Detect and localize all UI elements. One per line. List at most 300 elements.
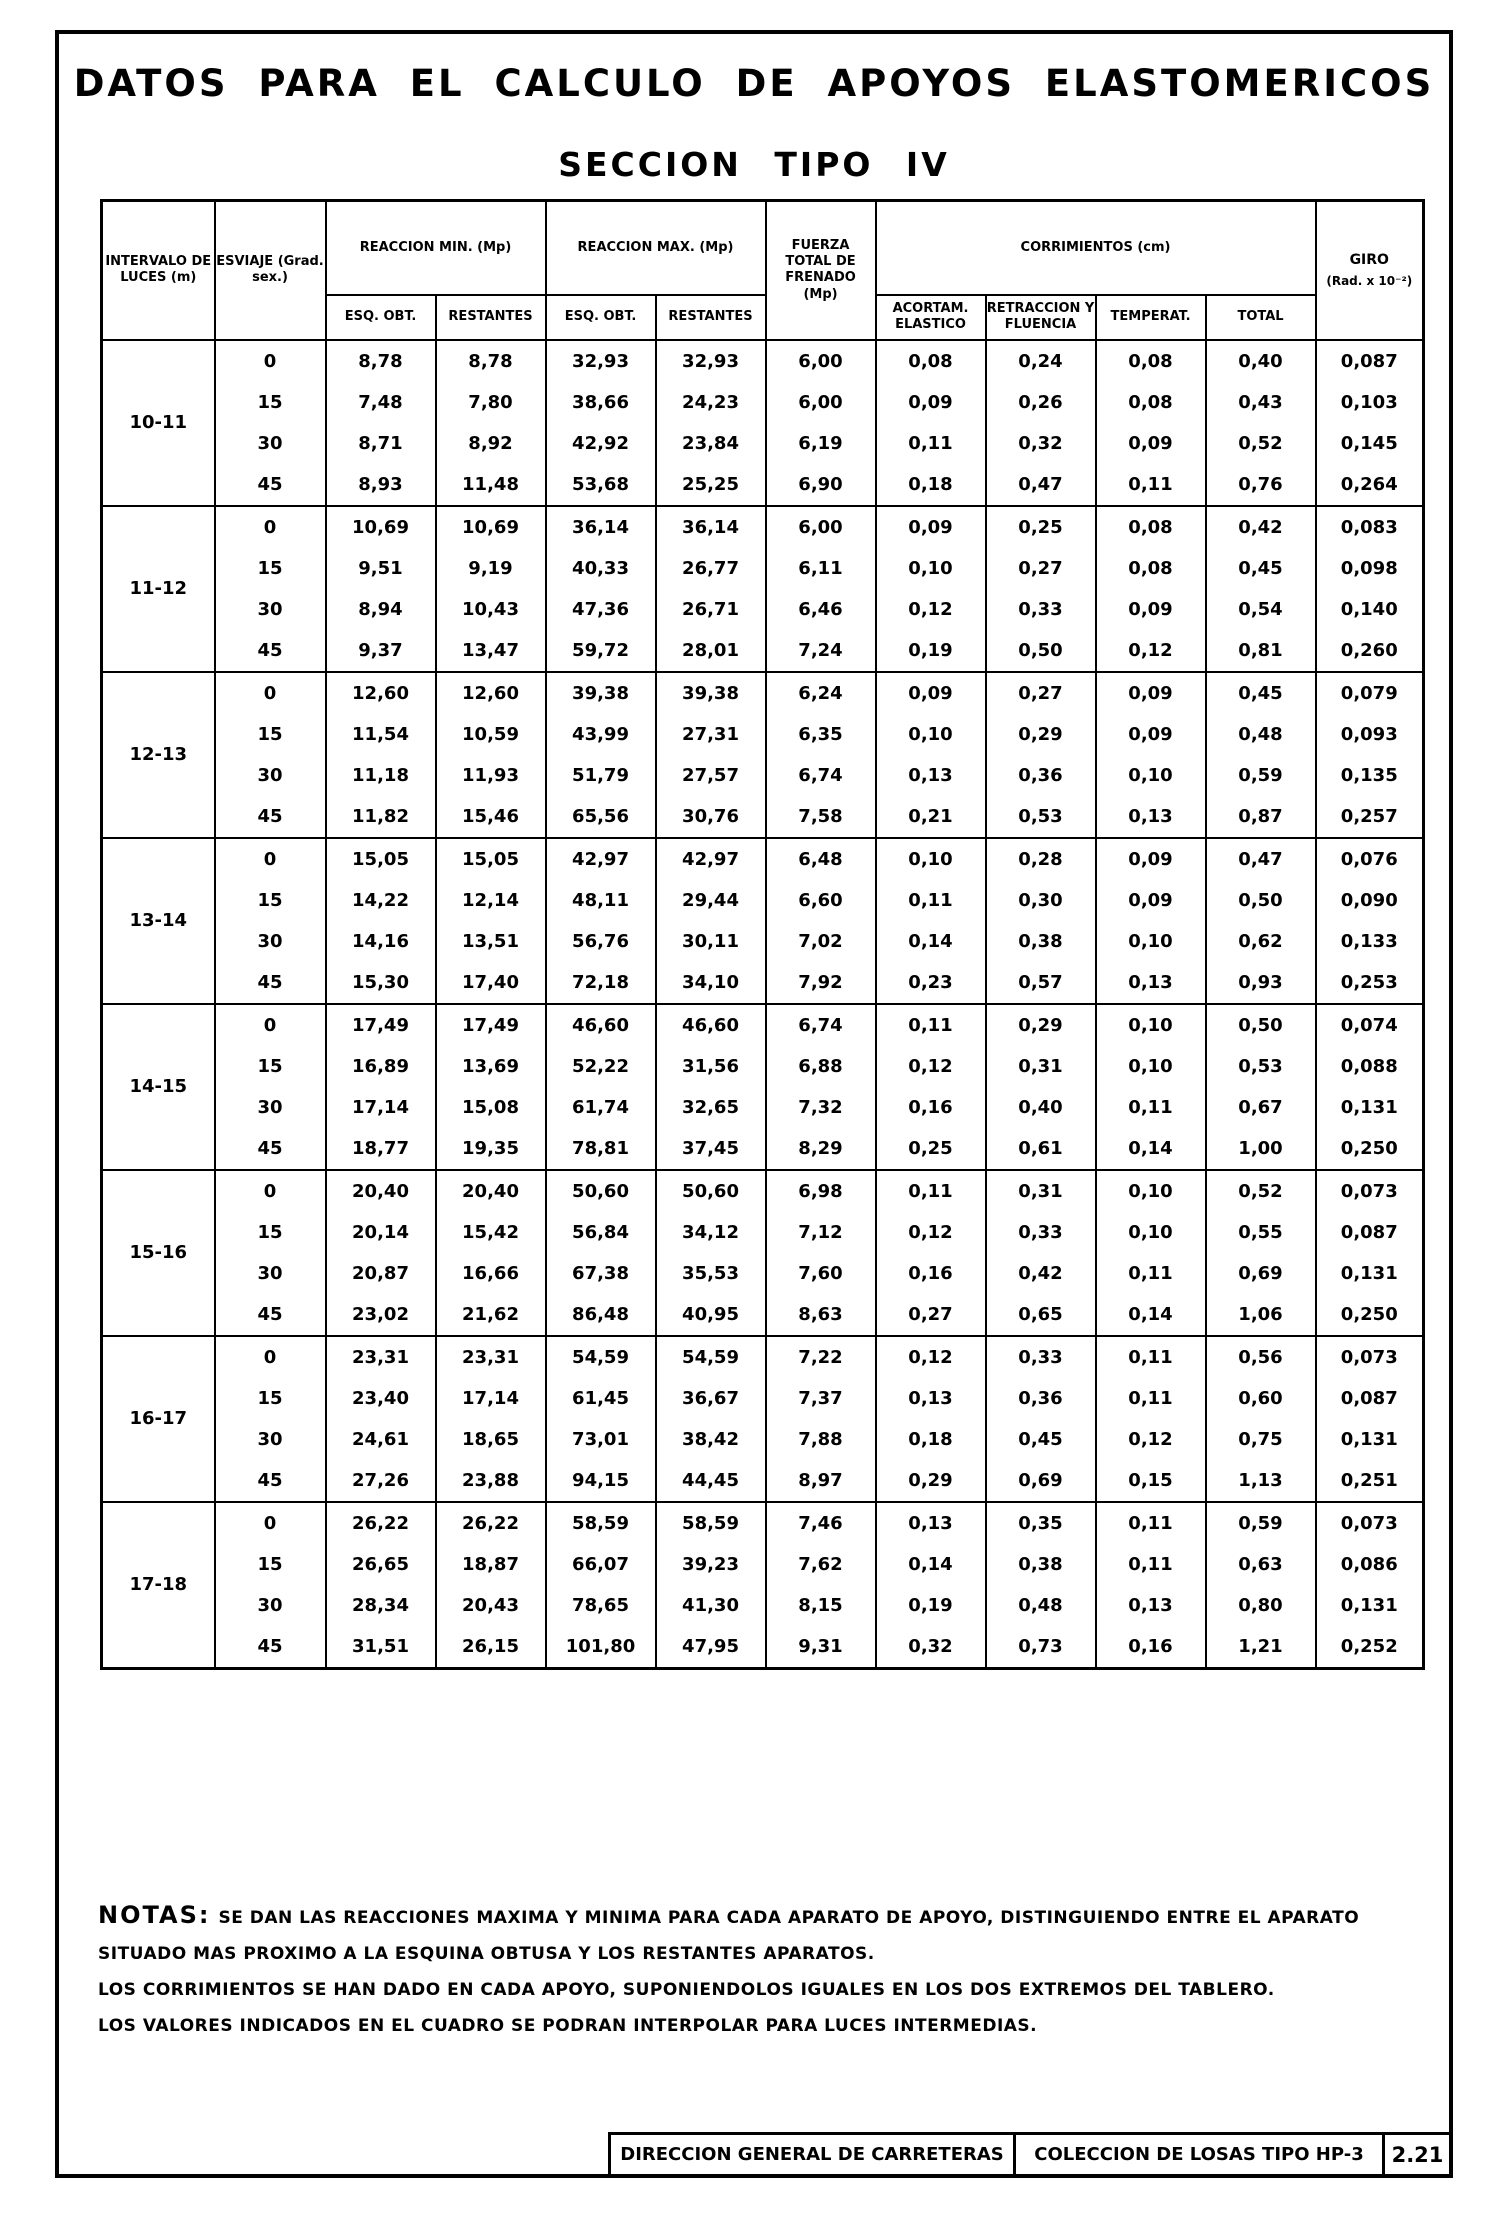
min-rest-cell — [436, 506, 546, 672]
value: 0,12 — [908, 1055, 953, 1077]
max-esq-cell — [546, 1336, 656, 1502]
value: 0,55 — [1238, 1221, 1283, 1243]
value: 0,62 — [1238, 930, 1283, 952]
max-rest-cell — [656, 1004, 766, 1170]
value: 9,19 — [468, 557, 513, 579]
value: 51,79 — [572, 764, 629, 786]
group-row — [102, 838, 1424, 1004]
header-reaccion-max: REACCION MAX. (Mp) — [546, 201, 766, 295]
value: 15,46 — [462, 805, 519, 827]
value: 23,40 — [352, 1387, 409, 1409]
value: 45 — [257, 1137, 283, 1159]
min-esq-cell — [326, 838, 436, 1004]
value: 61,74 — [572, 1096, 629, 1118]
value: 17,14 — [352, 1096, 409, 1118]
value: 0,14 — [908, 1553, 953, 1575]
esviaje-cell — [215, 1170, 326, 1336]
value: 0,69 — [1238, 1262, 1283, 1284]
max-esq-cell — [546, 672, 656, 838]
value: 0,086 — [1340, 1553, 1398, 1575]
min-esq-cell — [326, 1004, 436, 1170]
value: 0,25 — [1018, 516, 1063, 538]
total-cell — [1206, 1004, 1316, 1170]
value: 0,40 — [1018, 1096, 1063, 1118]
header-acortam: ACORTAM. ELASTICO — [876, 295, 986, 340]
fuerza-cell — [766, 1170, 876, 1336]
value: 0,10 — [908, 557, 953, 579]
total-cell — [1206, 506, 1316, 672]
value: 0,073 — [1340, 1180, 1398, 1202]
value: 0,12 — [908, 1221, 953, 1243]
value: 0,29 — [1018, 1014, 1063, 1036]
value: 0,47 — [1018, 473, 1063, 495]
page-title: DATOS PARA EL CALCULO DE APOYOS ELASTOMERICOS — [73, 62, 1435, 105]
giro-cell — [1316, 340, 1424, 506]
value: 0,43 — [1238, 391, 1283, 413]
value: 0,09 — [1128, 598, 1173, 620]
value: 0,087 — [1340, 350, 1398, 372]
value: 24,23 — [682, 391, 739, 413]
value: 0,19 — [908, 639, 953, 661]
value: 0,36 — [1018, 1387, 1063, 1409]
value: 0,12 — [1128, 639, 1173, 661]
value: 6,00 — [798, 350, 843, 372]
group-row — [102, 506, 1424, 672]
value: 14,16 — [352, 930, 409, 952]
value: 0,260 — [1340, 639, 1398, 661]
value: 0,09 — [908, 391, 953, 413]
value: 0,10 — [1128, 1221, 1173, 1243]
esviaje-cell — [215, 672, 326, 838]
value: 0,40 — [1238, 350, 1283, 372]
value: 15 — [257, 1221, 283, 1243]
value: 0,08 — [1128, 350, 1173, 372]
value: 73,01 — [572, 1428, 629, 1450]
value: 17,14 — [462, 1387, 519, 1409]
value: 0,16 — [1128, 1635, 1173, 1657]
giro-cell — [1316, 506, 1424, 672]
value: 7,80 — [468, 391, 513, 413]
acort-cell — [876, 1004, 986, 1170]
value: 18,87 — [462, 1553, 519, 1575]
min-esq-cell — [326, 340, 436, 506]
value: 0,09 — [908, 682, 953, 704]
value: 23,31 — [352, 1346, 409, 1368]
value: 0,076 — [1340, 848, 1398, 870]
value: 12,14 — [462, 889, 519, 911]
notes-line-3: LOS VALORES INDICADOS EN EL CUADRO SE PODRAN INTERPOLAR PARA LUCES INTERMEDIAS. — [98, 2016, 1038, 2036]
temp-cell — [1096, 1502, 1206, 1669]
value: 0,31 — [1018, 1055, 1063, 1077]
value: 0,103 — [1340, 391, 1398, 413]
min-esq-cell — [326, 1502, 436, 1669]
header-min-restantes: RESTANTES — [436, 295, 546, 340]
value: 30 — [257, 1262, 283, 1284]
value: 31,56 — [682, 1055, 739, 1077]
giro-unit: (Rad. x 10⁻²) — [1326, 273, 1413, 288]
value: 7,48 — [358, 391, 403, 413]
value: 0,11 — [908, 432, 953, 454]
value: 11,48 — [462, 473, 519, 495]
retr-cell — [986, 1004, 1096, 1170]
max-esq-cell — [546, 1502, 656, 1669]
value: 36,14 — [572, 516, 629, 538]
retr-cell — [986, 1170, 1096, 1336]
value: 0,10 — [1128, 1180, 1173, 1202]
value: 0,11 — [908, 889, 953, 911]
value: 8,92 — [468, 432, 513, 454]
temp-cell — [1096, 340, 1206, 506]
value: 0,11 — [1128, 1553, 1173, 1575]
value: 41,30 — [682, 1594, 739, 1616]
value: 61,45 — [572, 1387, 629, 1409]
value: 9,51 — [358, 557, 403, 579]
value: 21,62 — [462, 1303, 519, 1325]
value: 27,26 — [352, 1469, 409, 1491]
value: 0 — [263, 516, 277, 538]
fuerza-cell — [766, 672, 876, 838]
fuerza-cell — [766, 838, 876, 1004]
esviaje-cell — [215, 340, 326, 506]
value: 0,33 — [1018, 598, 1063, 620]
value: 15 — [257, 889, 283, 911]
value: 59,72 — [572, 639, 629, 661]
value: 6,19 — [798, 432, 843, 454]
value: 0,38 — [1018, 930, 1063, 952]
value: 0,18 — [908, 1428, 953, 1450]
value: 0,10 — [1128, 1055, 1173, 1077]
value: 0,131 — [1340, 1594, 1398, 1616]
value: 11,82 — [352, 805, 409, 827]
retr-cell — [986, 672, 1096, 838]
value: 6,00 — [798, 516, 843, 538]
total-cell — [1206, 340, 1316, 506]
value: 0,252 — [1340, 1635, 1398, 1657]
value: 65,56 — [572, 805, 629, 827]
fuerza-cell — [766, 1004, 876, 1170]
value: 15 — [257, 557, 283, 579]
total-cell — [1206, 1170, 1316, 1336]
value: 0,63 — [1238, 1553, 1283, 1575]
giro-cell — [1316, 1502, 1424, 1669]
value: 0,11 — [908, 1180, 953, 1202]
value: 0,50 — [1238, 1014, 1283, 1036]
value: 30 — [257, 930, 283, 952]
value: 0,09 — [1128, 432, 1173, 454]
value: 26,77 — [682, 557, 739, 579]
value: 39,38 — [572, 682, 629, 704]
value: 45 — [257, 971, 283, 993]
value: 46,60 — [572, 1014, 629, 1036]
value: 47,95 — [682, 1635, 739, 1657]
value: 0 — [263, 848, 277, 870]
value: 0,250 — [1340, 1303, 1398, 1325]
temp-cell — [1096, 672, 1206, 838]
value: 0 — [263, 1346, 277, 1368]
max-rest-cell — [656, 340, 766, 506]
value: 6,90 — [798, 473, 843, 495]
value: 0 — [263, 1180, 277, 1202]
value: 0,80 — [1238, 1594, 1283, 1616]
value: 0,13 — [908, 764, 953, 786]
value: 45 — [257, 1303, 283, 1325]
value: 0,12 — [908, 598, 953, 620]
value: 44,45 — [682, 1469, 739, 1491]
value: 45 — [257, 639, 283, 661]
max-esq-cell — [546, 506, 656, 672]
value: 0,12 — [908, 1346, 953, 1368]
value: 0,257 — [1340, 805, 1398, 827]
value: 36,14 — [682, 516, 739, 538]
value: 7,62 — [798, 1553, 843, 1575]
value: 10,69 — [352, 516, 409, 538]
value: 0,30 — [1018, 889, 1063, 911]
value: 0,073 — [1340, 1346, 1398, 1368]
value: 54,59 — [682, 1346, 739, 1368]
value: 0,53 — [1018, 805, 1063, 827]
footer-organization: DIRECCION GENERAL DE CARRETERAS — [608, 2132, 1016, 2178]
notes-line-1 — [98, 1897, 1428, 1972]
header-temperat: TEMPERAT. — [1096, 295, 1206, 340]
min-rest-cell — [436, 1502, 546, 1669]
group-row — [102, 1170, 1424, 1336]
temp-cell — [1096, 1336, 1206, 1502]
value: 20,40 — [352, 1180, 409, 1202]
value: 0,090 — [1340, 889, 1398, 911]
value: 23,88 — [462, 1469, 519, 1491]
value: 15 — [257, 1387, 283, 1409]
value: 8,78 — [358, 350, 403, 372]
value: 42,97 — [572, 848, 629, 870]
value: 40,95 — [682, 1303, 739, 1325]
value: 7,46 — [798, 1512, 843, 1534]
value: 0,140 — [1340, 598, 1398, 620]
value: 0,32 — [1018, 432, 1063, 454]
acort-cell — [876, 506, 986, 672]
value: 43,99 — [572, 723, 629, 745]
giro-cell — [1316, 1004, 1424, 1170]
value: 0,14 — [908, 930, 953, 952]
acort-cell — [876, 1336, 986, 1502]
value: 42,97 — [682, 848, 739, 870]
value: 0,50 — [1018, 639, 1063, 661]
value: 0,13 — [1128, 1594, 1173, 1616]
value: 7,32 — [798, 1096, 843, 1118]
value: 0,48 — [1238, 723, 1283, 745]
value: 0,73 — [1018, 1635, 1063, 1657]
value: 0,083 — [1340, 516, 1398, 538]
value: 0,14 — [1128, 1303, 1173, 1325]
value: 30 — [257, 432, 283, 454]
value: 19,35 — [462, 1137, 519, 1159]
fuerza-cell — [766, 1502, 876, 1669]
value: 0 — [263, 1014, 277, 1036]
acort-cell — [876, 340, 986, 506]
value: 0,35 — [1018, 1512, 1063, 1534]
value: 0,65 — [1018, 1303, 1063, 1325]
value: 0,53 — [1238, 1055, 1283, 1077]
header-giro — [1316, 201, 1424, 340]
value: 17,40 — [462, 971, 519, 993]
value: 6,00 — [798, 391, 843, 413]
value: 15 — [257, 723, 283, 745]
interval-cell: 14-15 — [102, 1004, 215, 1170]
total-cell — [1206, 838, 1316, 1004]
acort-cell — [876, 1502, 986, 1669]
value: 7,12 — [798, 1221, 843, 1243]
value: 0,27 — [1018, 682, 1063, 704]
value: 0,81 — [1238, 639, 1283, 661]
value: 15,08 — [462, 1096, 519, 1118]
value: 0,074 — [1340, 1014, 1398, 1036]
value: 0,21 — [908, 805, 953, 827]
value: 0,25 — [908, 1137, 953, 1159]
retr-cell — [986, 838, 1096, 1004]
value: 18,65 — [462, 1428, 519, 1450]
value: 15 — [257, 391, 283, 413]
value: 26,65 — [352, 1553, 409, 1575]
value: 32,93 — [682, 350, 739, 372]
value: 0,93 — [1238, 971, 1283, 993]
value: 0,11 — [1128, 1387, 1173, 1409]
temp-cell — [1096, 1004, 1206, 1170]
value: 29,44 — [682, 889, 739, 911]
value: 27,57 — [682, 764, 739, 786]
value: 6,60 — [798, 889, 843, 911]
value: 52,22 — [572, 1055, 629, 1077]
value: 38,42 — [682, 1428, 739, 1450]
value: 0,45 — [1238, 557, 1283, 579]
value: 0,087 — [1340, 1221, 1398, 1243]
value: 15 — [257, 1055, 283, 1077]
value: 67,38 — [572, 1262, 629, 1284]
value: 8,93 — [358, 473, 403, 495]
value: 0,52 — [1238, 432, 1283, 454]
retr-cell — [986, 506, 1096, 672]
header-min-esq-obt: ESQ. OBT. — [326, 295, 436, 340]
value: 42,92 — [572, 432, 629, 454]
value: 16,66 — [462, 1262, 519, 1284]
value: 46,60 — [682, 1014, 739, 1036]
value: 0,073 — [1340, 1512, 1398, 1534]
value: 58,59 — [572, 1512, 629, 1534]
interval-cell: 10-11 — [102, 340, 215, 506]
value: 1,21 — [1238, 1635, 1283, 1657]
max-rest-cell — [656, 1336, 766, 1502]
notes-label: NOTAS: — [98, 1901, 211, 1929]
min-rest-cell — [436, 838, 546, 1004]
value: 0,10 — [1128, 930, 1173, 952]
value: 30 — [257, 1594, 283, 1616]
value: 15,05 — [462, 848, 519, 870]
value: 37,45 — [682, 1137, 739, 1159]
value: 0,13 — [1128, 971, 1173, 993]
value: 0,08 — [908, 350, 953, 372]
giro-cell — [1316, 672, 1424, 838]
value: 30 — [257, 764, 283, 786]
value: 1,06 — [1238, 1303, 1283, 1325]
value: 66,07 — [572, 1553, 629, 1575]
value: 58,59 — [682, 1512, 739, 1534]
value: 0,48 — [1018, 1594, 1063, 1616]
total-cell — [1206, 1336, 1316, 1502]
fuerza-cell — [766, 506, 876, 672]
value: 7,58 — [798, 805, 843, 827]
value: 0,18 — [908, 473, 953, 495]
acort-cell — [876, 1170, 986, 1336]
value: 0,250 — [1340, 1137, 1398, 1159]
value: 78,65 — [572, 1594, 629, 1616]
value: 11,93 — [462, 764, 519, 786]
value: 10,43 — [462, 598, 519, 620]
value: 15 — [257, 1553, 283, 1575]
header-reaccion-min: REACCION MIN. (Mp) — [326, 201, 546, 295]
value: 1,00 — [1238, 1137, 1283, 1159]
value: 0,45 — [1238, 682, 1283, 704]
value: 54,59 — [572, 1346, 629, 1368]
value: 6,24 — [798, 682, 843, 704]
value: 45 — [257, 1469, 283, 1491]
value: 56,76 — [572, 930, 629, 952]
value: 8,63 — [798, 1303, 843, 1325]
total-cell — [1206, 672, 1316, 838]
value: 0,87 — [1238, 805, 1283, 827]
value: 0,42 — [1238, 516, 1283, 538]
value: 53,68 — [572, 473, 629, 495]
value: 0,57 — [1018, 971, 1063, 993]
value: 0,29 — [1018, 723, 1063, 745]
group-row — [102, 1336, 1424, 1502]
value: 45 — [257, 1635, 283, 1657]
value: 0,11 — [1128, 1512, 1173, 1534]
max-rest-cell — [656, 1502, 766, 1669]
value: 31,51 — [352, 1635, 409, 1657]
value: 6,74 — [798, 1014, 843, 1036]
value: 13,69 — [462, 1055, 519, 1077]
value: 0,145 — [1340, 432, 1398, 454]
value: 48,11 — [572, 889, 629, 911]
value: 15,30 — [352, 971, 409, 993]
value: 1,13 — [1238, 1469, 1283, 1491]
value: 0,47 — [1238, 848, 1283, 870]
value: 0,75 — [1238, 1428, 1283, 1450]
value: 50,60 — [682, 1180, 739, 1202]
giro-label: GIRO — [1349, 252, 1389, 268]
value: 30 — [257, 1096, 283, 1118]
value: 0,13 — [908, 1387, 953, 1409]
max-esq-cell — [546, 340, 656, 506]
value: 36,67 — [682, 1387, 739, 1409]
header-total: TOTAL — [1206, 295, 1316, 340]
value: 26,22 — [462, 1512, 519, 1534]
value: 0,131 — [1340, 1096, 1398, 1118]
retr-cell — [986, 1502, 1096, 1669]
value: 11,54 — [352, 723, 409, 745]
acort-cell — [876, 838, 986, 1004]
group-row — [102, 340, 1424, 506]
total-cell — [1206, 1502, 1316, 1669]
footer-collection: COLECCION DE LOSAS TIPO HP-3 — [1013, 2132, 1385, 2178]
value: 11,18 — [352, 764, 409, 786]
value: 8,29 — [798, 1137, 843, 1159]
value: 45 — [257, 805, 283, 827]
value: 0,56 — [1238, 1346, 1283, 1368]
value: 0,38 — [1018, 1553, 1063, 1575]
value: 39,23 — [682, 1553, 739, 1575]
value: 0,16 — [908, 1262, 953, 1284]
value: 28,34 — [352, 1594, 409, 1616]
value: 0,27 — [1018, 557, 1063, 579]
